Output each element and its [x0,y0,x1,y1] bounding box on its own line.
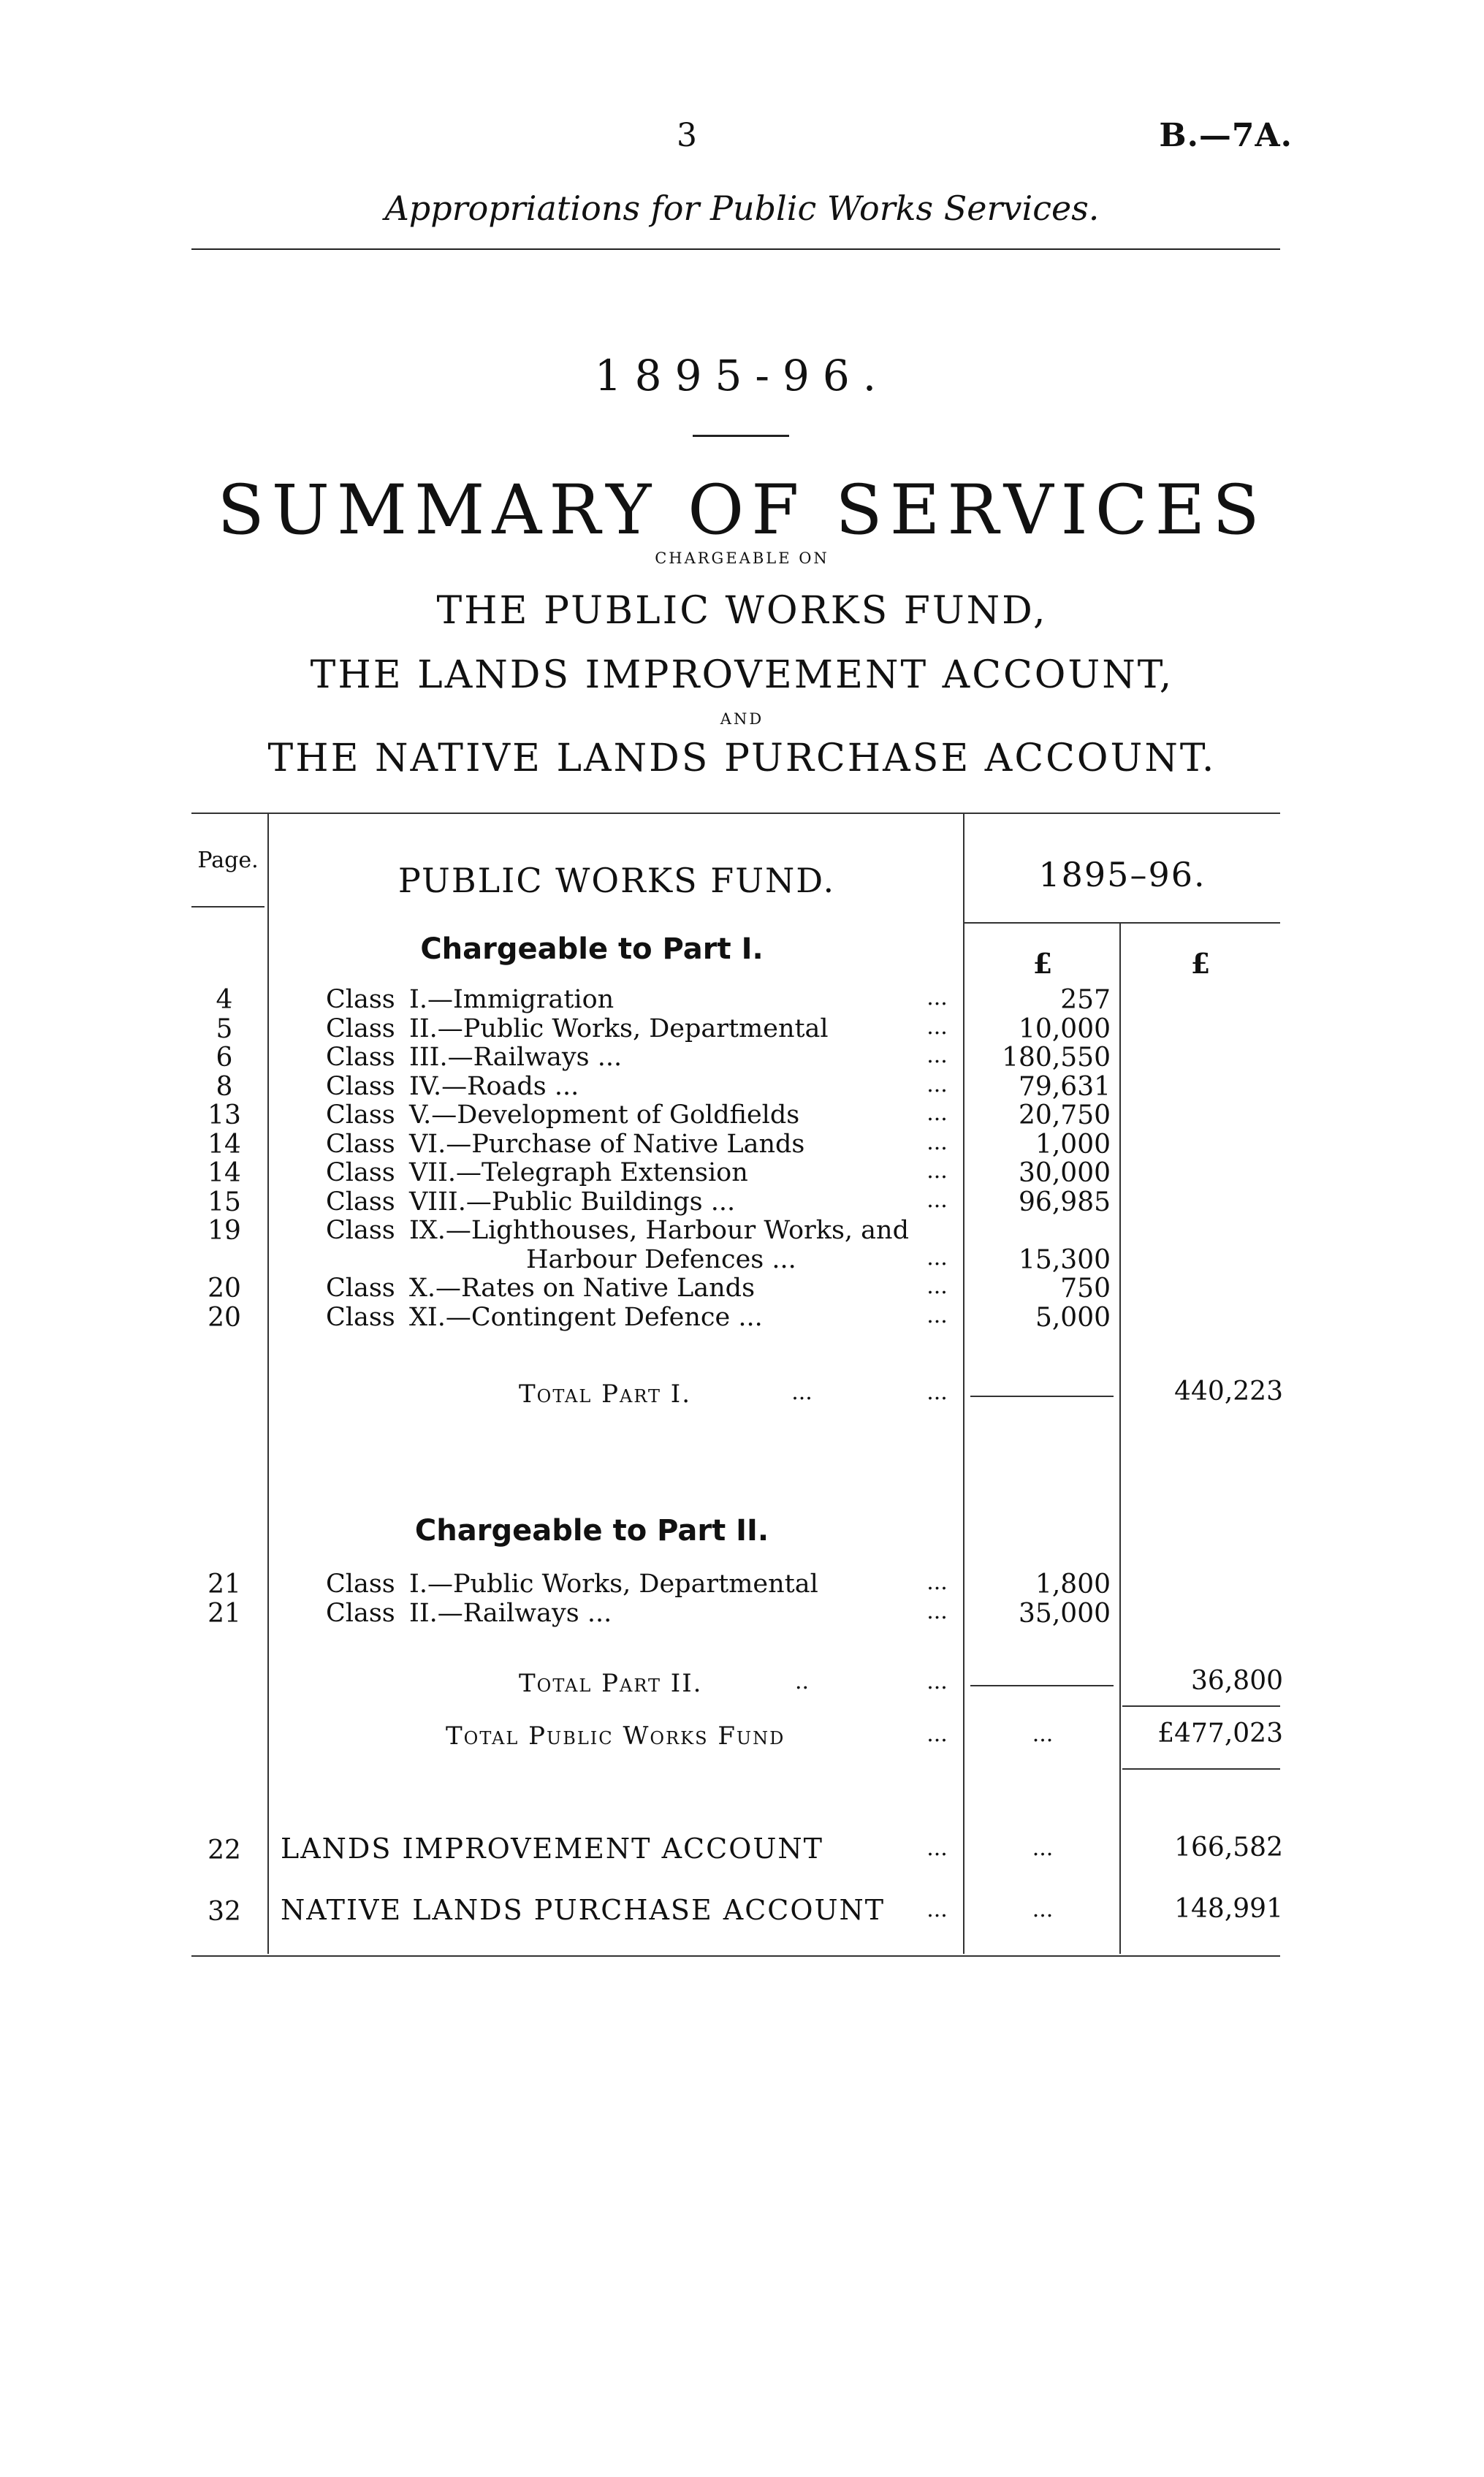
row-page: 6 [216,1043,233,1073]
fund-total-leader-2: ... [1032,1721,1054,1747]
row-description: VIII.—Public Buildings ... [409,1187,736,1217]
row-page: 13 [208,1100,241,1130]
row-page: 20 [208,1274,241,1304]
row-page: 19 [208,1216,241,1246]
row-amount: 30,000 [1019,1158,1111,1188]
row-leader: ... [926,1187,948,1213]
year-header-rule [964,922,1280,924]
title-line-lands-improvement: THE LANDS IMPROVEMENT ACCOUNT, [310,653,1174,697]
account-amount: 148,991 [1174,1894,1283,1924]
row-description: IX.—Lighthouses, Harbour Works, and [409,1216,909,1245]
account-page: 32 [208,1897,241,1927]
fund-total-leader: ... [926,1721,948,1747]
fiscal-year: 1895-96. [594,351,890,400]
row-page: 14 [208,1129,241,1160]
row-class-word: Class [326,1569,395,1599]
total-part-1-leader-2: ... [926,1380,948,1405]
row-amount: 180,550 [1002,1043,1111,1073]
row-class-word: Class [326,1071,395,1101]
and-label: AND [720,710,764,728]
row-page: 21 [208,1569,241,1599]
part-1-heading: Chargeable to Part I. [420,932,764,966]
row-leader: ... [926,1569,948,1595]
row-amount: 1,800 [1035,1569,1111,1599]
account-leader-2: ... [1032,1835,1054,1861]
row-amount: 79,631 [1019,1071,1111,1102]
row-leader: ... [926,1013,948,1040]
row-page: 8 [216,1071,233,1102]
row-description: V.—Development of Goldfields [409,1100,800,1130]
row-class-word: Class [326,1274,395,1303]
row-leader: ... [926,1302,948,1328]
row-page: 4 [216,985,233,1015]
title-line-native-lands: THE NATIVE LANDS PURCHASE ACCOUNT. [267,737,1217,780]
account-leader: ... [926,1897,948,1922]
account-page: 22 [208,1835,241,1865]
total-part-2-dash [970,1685,1114,1686]
fund-total-amount: £477,023 [1157,1719,1283,1749]
row-description: XI.—Contingent Defence ... [409,1302,763,1332]
title-divider [693,435,789,437]
account-label: NATIVE LANDS PURCHASE ACCOUNT [281,1894,886,1926]
currency-symbol-amounts: £ [1032,947,1053,980]
currency-symbol-totals: £ [1190,947,1211,980]
row-page: 21 [208,1599,241,1629]
row-description: X.—Rates on Native Lands [409,1274,756,1303]
page-column-divider [267,814,269,1954]
row-amount: 750 [1060,1274,1111,1304]
row-class-word: Class [326,1302,395,1332]
row-class-word: Class [326,1129,395,1159]
row-class-word: Class [326,1216,395,1245]
row-leader: ... [926,1043,948,1068]
page-number: 3 [677,117,697,154]
total-part-1-label: Total Part I. [519,1380,692,1409]
row-description: II.—Railways ... [409,1599,612,1628]
page-title: SUMMARY OF SERVICES [217,471,1267,550]
table-top-rule [191,813,1280,814]
total-part-2-label: Total Part II. [519,1669,703,1698]
total-column-divider [1119,922,1121,1954]
table-bottom-rule [191,1955,1280,1957]
row-amount: 10,000 [1019,1013,1111,1044]
row-class-word: Class [326,1158,395,1187]
row-description: VII.—Telegraph Extension [409,1158,748,1187]
part-2-heading: Chargeable to Part II. [414,1514,769,1548]
fund-total-label: Total Public Works Fund [446,1721,785,1751]
fund-column-header: PUBLIC WORKS FUND. [397,861,836,900]
row-amount: 1,000 [1035,1129,1111,1160]
page-column-header: Page. [197,848,259,873]
row-amount: 35,000 [1019,1599,1111,1629]
row-class-word: Class [326,1013,395,1043]
header-rule [191,248,1280,250]
row-leader: ... [926,1129,948,1155]
row-leader: ... [926,1071,948,1097]
total-part-1-leader: ... [791,1380,813,1405]
fund-total-top-rule [1122,1705,1280,1707]
row-page: 15 [208,1187,241,1217]
total-part-1-dash [970,1396,1114,1397]
total-part-1-amount: 440,223 [1174,1377,1283,1407]
title-line-public-works-fund: THE PUBLIC WORKS FUND, [436,589,1048,633]
row-amount: 5,000 [1035,1302,1111,1333]
row-page: 5 [216,1013,233,1044]
account-leader: ... [926,1835,948,1861]
document-reference: B.—7A. [1159,117,1293,154]
row-amount: 15,300 [1019,1244,1111,1275]
row-leader: ... [926,1599,948,1624]
account-label: LANDS IMPROVEMENT ACCOUNT [281,1833,823,1865]
row-description: IV.—Roads ... [409,1071,579,1101]
row-page: 14 [208,1158,241,1188]
page-header-rule [191,906,265,908]
row-leader: ... [926,1158,948,1184]
account-amount: 166,582 [1174,1833,1283,1862]
row-class-word: Class [326,1187,395,1217]
row-class-word: Class [326,1599,395,1628]
account-leader-2: ... [1032,1897,1054,1922]
row-description: I.—Immigration [409,985,614,1014]
row-amount: 96,985 [1019,1187,1111,1217]
row-description: II.—Public Works, Departmental [409,1013,829,1043]
total-part-2-amount: 36,800 [1191,1666,1283,1696]
row-class-word: Class [326,1100,395,1130]
total-part-2-leader: .. [794,1669,810,1694]
page-subtitle: Appropriations for Public Works Services. [384,189,1100,228]
fund-total-bottom-rule [1122,1768,1280,1770]
year-column-header: 1895–96. [1038,855,1206,894]
row-page: 20 [208,1302,241,1333]
row-leader: ... [926,985,948,1011]
row-class-word: Class [326,1043,395,1072]
row-leader: ... [926,1244,948,1271]
total-part-2-leader-2: ... [926,1669,948,1694]
row-leader: ... [926,1100,948,1126]
chargeable-on-label: CHARGEABLE ON [655,549,829,567]
row-amount: 20,750 [1019,1100,1111,1130]
row-description: VI.—Purchase of Native Lands [409,1129,805,1159]
row-amount: 257 [1060,985,1111,1015]
row-description: Harbour Defences ... [526,1244,796,1274]
row-leader: ... [926,1274,948,1299]
row-class-word: Class [326,985,395,1014]
row-description: III.—Railways ... [409,1043,623,1072]
row-description: I.—Public Works, Departmental [409,1569,818,1599]
